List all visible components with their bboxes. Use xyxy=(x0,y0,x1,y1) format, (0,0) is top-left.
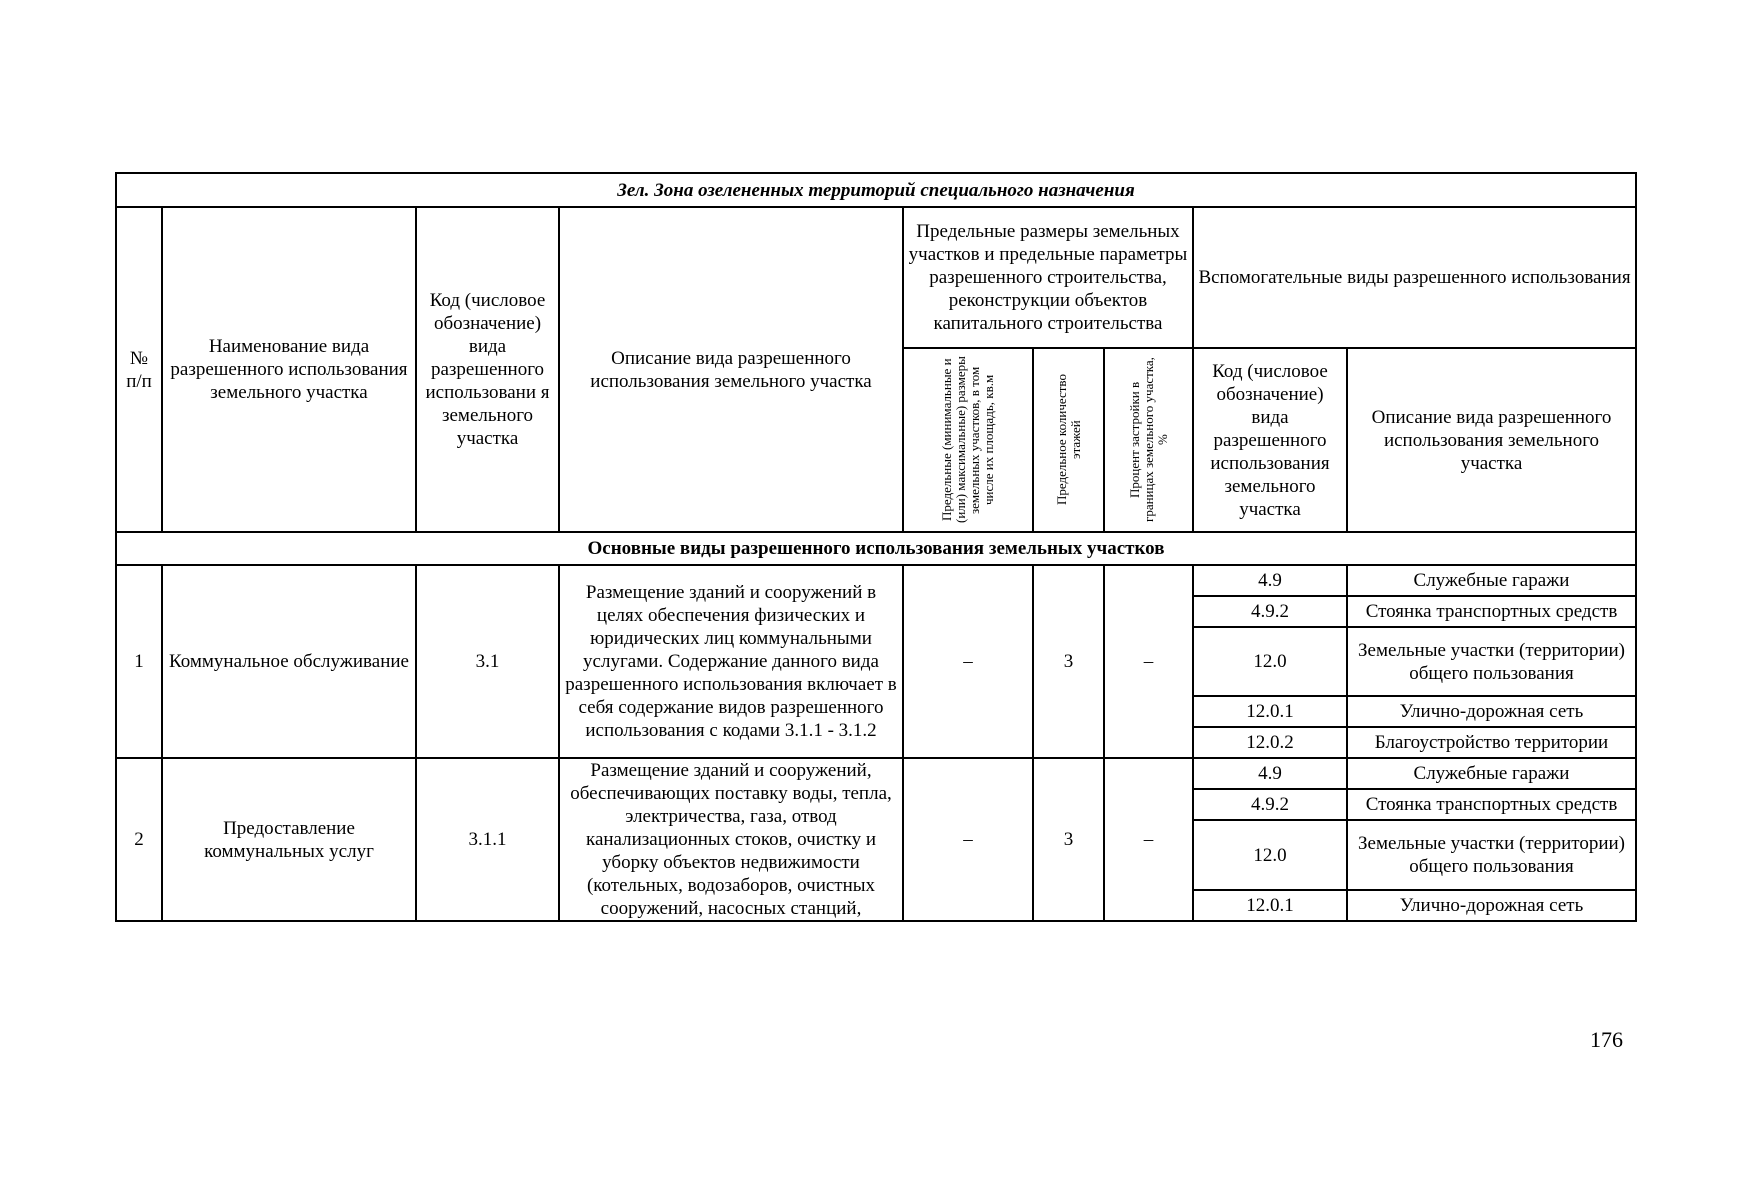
row-name: Коммунальное обслуживание xyxy=(162,565,416,758)
aux-code: 4.9 xyxy=(1193,758,1347,789)
header-aux-code: Код (числовое обозначение) вида разрешенного использования земельного участка xyxy=(1193,348,1347,532)
row-code: 3.1 xyxy=(416,565,559,758)
aux-code: 4.9.2 xyxy=(1193,596,1347,627)
aux-desc: Служебные гаражи xyxy=(1347,565,1636,596)
aux-desc: Земельные участки (территории) общего пользования xyxy=(1347,627,1636,696)
zone-table xyxy=(115,172,1637,922)
table-row xyxy=(116,565,1636,596)
row-name: Предоставление коммунальных услуг xyxy=(162,758,416,921)
aux-desc: Улично-дорожная сеть xyxy=(1347,890,1636,921)
aux-code: 12.0 xyxy=(1193,627,1347,696)
aux-desc: Благоустройство территории xyxy=(1347,727,1636,758)
row-num: 1 xyxy=(116,565,162,758)
aux-desc: Служебные гаражи xyxy=(1347,758,1636,789)
aux-code: 4.9 xyxy=(1193,565,1347,596)
header-limit-area-text: Предельные (минимальные и (или) максимальные) размеры земельных участков, в том числе их площадь, кв.м xyxy=(939,356,996,524)
aux-code: 4.9.2 xyxy=(1193,789,1347,820)
row-area: – xyxy=(903,565,1033,758)
aux-desc: Улично-дорожная сеть xyxy=(1347,696,1636,727)
row-floors: 3 xyxy=(1033,758,1104,921)
row-code: 3.1.1 xyxy=(416,758,559,921)
header-limit-coverage-text: Процент застройки в границах земельного участка, % xyxy=(1126,357,1170,523)
header-name: Наименование вида разрешенного использования земельного участка xyxy=(162,207,416,532)
row-floors: 3 xyxy=(1033,565,1104,758)
row-description: Размещение зданий и сооружений, обеспечивающих поставку воды, тепла, электричества, газа, отвод канализационных стоков, очистку и уборку объектов недвижимости (котельных, водозаборов, очистных сооружений, насосных станций, xyxy=(559,758,903,921)
row-num: 2 xyxy=(116,758,162,921)
row-coverage: – xyxy=(1104,565,1193,758)
aux-code: 12.0.2 xyxy=(1193,727,1347,758)
aux-desc: Стоянка транспортных средств xyxy=(1347,789,1636,820)
aux-desc: Стоянка транспортных средств xyxy=(1347,596,1636,627)
header-limit-coverage xyxy=(1104,348,1193,532)
aux-desc: Земельные участки (территории) общего пользования xyxy=(1347,820,1636,889)
header-aux-group: Вспомогательные виды разрешенного использования xyxy=(1193,207,1636,348)
header-num: № п/п xyxy=(116,207,162,532)
header-limit-floors-text: Предельное количество этажей xyxy=(1053,374,1083,506)
row-description: Размещение зданий и сооружений в целях обеспечения физических и юридических лиц коммунальными услугами. Содержание данного вида разрешенного использования включает в себя содержание видов разрешенного использования с кодами 3.1.1 - 3.1.2 xyxy=(559,565,903,758)
header-description: Описание вида разрешенного использования земельного участка xyxy=(559,207,903,532)
aux-code: 12.0.1 xyxy=(1193,890,1347,921)
aux-code: 12.0.1 xyxy=(1193,696,1347,727)
header-aux-description: Описание вида разрешенного использования земельного участка xyxy=(1347,348,1636,532)
header-limit-floors xyxy=(1033,348,1104,532)
table-title: Зел. Зона озелененных территорий специального назначения xyxy=(116,173,1636,207)
row-area: – xyxy=(903,758,1033,921)
header-limits-group: Предельные размеры земельных участков и предельные параметры разрешенного строительства, реконструкции объектов капитального строительства xyxy=(903,207,1193,348)
header-limit-area xyxy=(903,348,1033,532)
table-row xyxy=(116,758,1636,789)
page-number: 176 xyxy=(1590,1027,1623,1052)
row-coverage: – xyxy=(1104,758,1193,921)
header-code: Код (числовое обозначение) вида разрешенного использовани я земельного участка xyxy=(416,207,559,532)
section-title: Основные виды разрешенного использования земельных участков xyxy=(116,532,1636,565)
aux-code: 12.0 xyxy=(1193,820,1347,889)
